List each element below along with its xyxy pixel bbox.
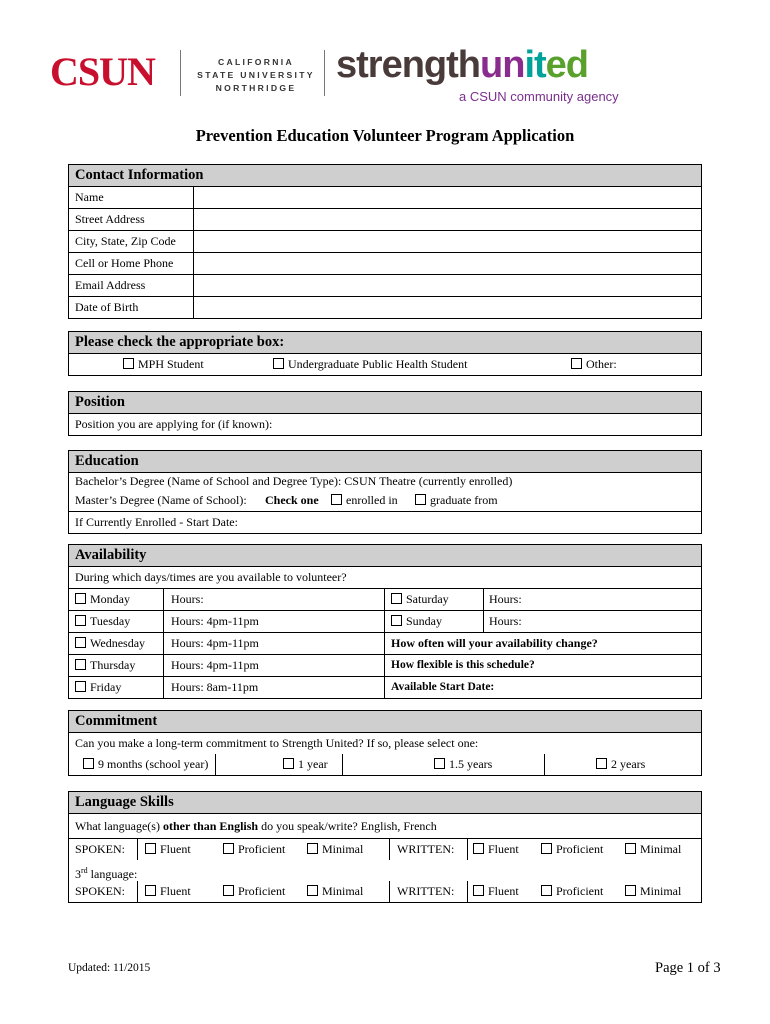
level-label: Minimal xyxy=(322,884,364,898)
level-label: Minimal xyxy=(640,884,682,898)
hours-field[interactable]: Hours: xyxy=(489,614,522,628)
checkbox[interactable] xyxy=(75,681,86,692)
level-label: Fluent xyxy=(160,884,191,898)
spoken-label: SPOKEN: xyxy=(75,842,126,856)
field-label: Street Address xyxy=(75,212,145,226)
checkbox[interactable] xyxy=(273,358,284,369)
updated-date: Updated: 11/2015 xyxy=(68,962,151,974)
day-label: Saturday xyxy=(406,592,449,606)
start-date-row[interactable] xyxy=(69,512,701,533)
start-date-question[interactable]: Available Start Date: xyxy=(391,681,495,693)
brand-part: it xyxy=(524,44,546,86)
day-label: Sunday xyxy=(406,614,442,628)
bachelors-row[interactable] xyxy=(69,473,701,490)
written-label: WRITTEN: xyxy=(397,884,455,898)
checkbox[interactable] xyxy=(75,615,86,626)
page-number: Page 1 of 3 xyxy=(655,960,721,976)
csun-logo: CSUN xyxy=(50,49,155,94)
availability-row xyxy=(69,589,701,611)
dob-field[interactable] xyxy=(194,297,701,318)
change-question[interactable]: How often will your availability change? xyxy=(391,636,598,650)
university-name xyxy=(193,56,319,95)
checkbox[interactable] xyxy=(223,843,234,854)
field-label: Cell or Home Phone xyxy=(75,256,174,270)
hours-field[interactable]: Hours: xyxy=(171,592,204,606)
contact-row xyxy=(69,209,701,231)
position-section xyxy=(68,391,702,436)
contact-row xyxy=(69,187,701,209)
spoken-label: SPOKEN: xyxy=(75,884,126,898)
checkbox[interactable] xyxy=(625,843,636,854)
checkbox[interactable] xyxy=(283,758,294,769)
bachelors-label: Bachelor’s Degree (Name of School and Degree Type): CSUN Theatre (currently enrolled) xyxy=(75,474,513,488)
availability-section xyxy=(68,544,702,699)
language-levels-row xyxy=(69,881,701,902)
option-label: MPH Student xyxy=(138,357,204,371)
field-label: Email Address xyxy=(75,278,146,292)
question-part: other than English xyxy=(162,819,259,833)
checkbox[interactable] xyxy=(223,885,234,896)
checkbox[interactable] xyxy=(307,885,318,896)
option-label: enrolled in xyxy=(346,493,398,507)
hours-field[interactable]: Hours: xyxy=(489,592,522,606)
day-label: Monday xyxy=(90,592,130,606)
availability-row xyxy=(69,677,701,698)
contact-row xyxy=(69,253,701,275)
level-label: Minimal xyxy=(640,842,682,856)
checkbox[interactable] xyxy=(415,494,426,505)
day-label: Thursday xyxy=(90,658,136,672)
third-label: 3 xyxy=(75,867,81,881)
brand-subtitle: a CSUN community agency xyxy=(459,89,619,104)
day-label: Wednesday xyxy=(90,636,146,650)
hours-field[interactable]: Hours: 8am-11pm xyxy=(171,680,259,694)
level-label: Proficient xyxy=(556,884,604,898)
contact-row xyxy=(69,275,701,297)
hours-field[interactable]: Hours: 4pm-11pm xyxy=(171,614,259,628)
start-date-label: If Currently Enrolled - Start Date: xyxy=(75,515,238,529)
checkbox[interactable] xyxy=(541,843,552,854)
third-label: language: xyxy=(87,867,138,881)
written-label: WRITTEN: xyxy=(397,842,455,856)
contact-row xyxy=(69,297,701,318)
student-type-section xyxy=(68,331,702,376)
brand-part: ed xyxy=(545,44,589,86)
checkbox[interactable] xyxy=(307,843,318,854)
checkbox[interactable] xyxy=(145,843,156,854)
availability-row xyxy=(69,655,701,677)
university-line: NORTHRIDGE xyxy=(215,83,297,93)
option-label: 9 months (school year) xyxy=(98,757,209,771)
contact-section xyxy=(68,164,702,319)
name-field[interactable] xyxy=(194,187,701,208)
brand-part: un xyxy=(480,44,525,86)
level-label: Proficient xyxy=(238,842,286,856)
option-label: Other: xyxy=(586,357,617,371)
checkbox[interactable] xyxy=(434,758,445,769)
option-label: 1.5 years xyxy=(449,757,493,771)
section-heading: Contact Information xyxy=(69,165,701,187)
checkbox[interactable] xyxy=(391,593,402,604)
commitment-question xyxy=(69,733,701,754)
level-label: Fluent xyxy=(488,842,519,856)
checkbox[interactable] xyxy=(331,494,342,505)
checkbox[interactable] xyxy=(83,758,94,769)
day-label: Friday xyxy=(90,680,122,694)
section-heading: Education xyxy=(69,451,701,473)
checkbox[interactable] xyxy=(123,358,134,369)
checkbox[interactable] xyxy=(75,637,86,648)
commitment-options xyxy=(69,754,701,775)
city-field[interactable] xyxy=(194,231,701,252)
education-section xyxy=(68,450,702,534)
flexible-question[interactable]: How flexible is this schedule? xyxy=(391,659,535,671)
checkbox[interactable] xyxy=(75,659,86,670)
hours-field[interactable]: Hours: 4pm-11pm xyxy=(171,658,259,672)
masters-row xyxy=(69,490,701,512)
question-label: During which days/times are you available to volunteer? xyxy=(75,570,347,584)
section-heading: Please check the appropriate box: xyxy=(69,332,701,354)
language-question[interactable] xyxy=(69,814,701,839)
section-heading: Position xyxy=(69,392,701,414)
level-label: Fluent xyxy=(488,884,519,898)
option-label: Undergraduate Public Health Student xyxy=(288,357,468,371)
section-heading: Availability xyxy=(69,545,701,567)
checkbox[interactable] xyxy=(571,358,582,369)
section-heading: Commitment xyxy=(69,711,701,733)
third-sup: rd xyxy=(81,866,88,875)
level-label: Proficient xyxy=(238,884,286,898)
checkbox[interactable] xyxy=(596,758,607,769)
street-field[interactable] xyxy=(194,209,701,230)
language-levels-row xyxy=(69,839,701,860)
level-label: Fluent xyxy=(160,842,191,856)
position-row[interactable] xyxy=(69,414,701,435)
question-part: What language(s) xyxy=(75,819,160,833)
brand-part: strength xyxy=(336,44,480,86)
question-label: Can you make a long-term commitment to Strength United? If so, please select one: xyxy=(75,736,479,750)
field-label: City, State, Zip Code xyxy=(75,234,176,248)
checkbox[interactable] xyxy=(541,885,552,896)
checkbox[interactable] xyxy=(145,885,156,896)
student-type-row xyxy=(69,354,701,375)
question-part: do you speak/write? English, French xyxy=(261,819,437,833)
field-label: Name xyxy=(75,190,104,204)
day-label: Tuesday xyxy=(90,614,131,628)
hours-field[interactable]: Hours: 4pm-11pm xyxy=(171,636,259,650)
checkbox[interactable] xyxy=(625,885,636,896)
language-section xyxy=(68,791,702,903)
university-line: CALIFORNIA xyxy=(218,57,294,67)
logo-divider xyxy=(180,50,181,96)
logo-divider xyxy=(324,50,325,96)
checkbox[interactable] xyxy=(473,843,484,854)
option-label: 1 year xyxy=(298,757,328,771)
section-heading: Language Skills xyxy=(69,792,701,814)
masters-label: Master’s Degree (Name of School): xyxy=(75,493,247,507)
availability-row xyxy=(69,633,701,655)
checkbox[interactable] xyxy=(75,593,86,604)
phone-field[interactable] xyxy=(194,253,701,274)
contact-row xyxy=(69,231,701,253)
option-label: 2 years xyxy=(611,757,646,771)
page-title: Prevention Education Volunteer Program Application xyxy=(195,126,575,145)
commitment-section xyxy=(68,710,702,776)
field-label: Date of Birth xyxy=(75,300,139,314)
checkbox[interactable] xyxy=(391,615,402,626)
option-label: graduate from xyxy=(430,493,498,507)
availability-question xyxy=(69,567,701,589)
level-label: Proficient xyxy=(556,842,604,856)
position-label: Position you are applying for (if known): xyxy=(75,417,273,431)
level-label: Minimal xyxy=(322,842,364,856)
availability-row xyxy=(69,611,701,633)
email-field[interactable] xyxy=(194,275,701,296)
third-language-row[interactable] xyxy=(69,860,701,881)
strength-united-logo xyxy=(336,46,588,84)
checkbox[interactable] xyxy=(473,885,484,896)
check-one-label: Check one xyxy=(265,493,319,507)
university-line: STATE UNIVERSITY xyxy=(197,70,315,80)
